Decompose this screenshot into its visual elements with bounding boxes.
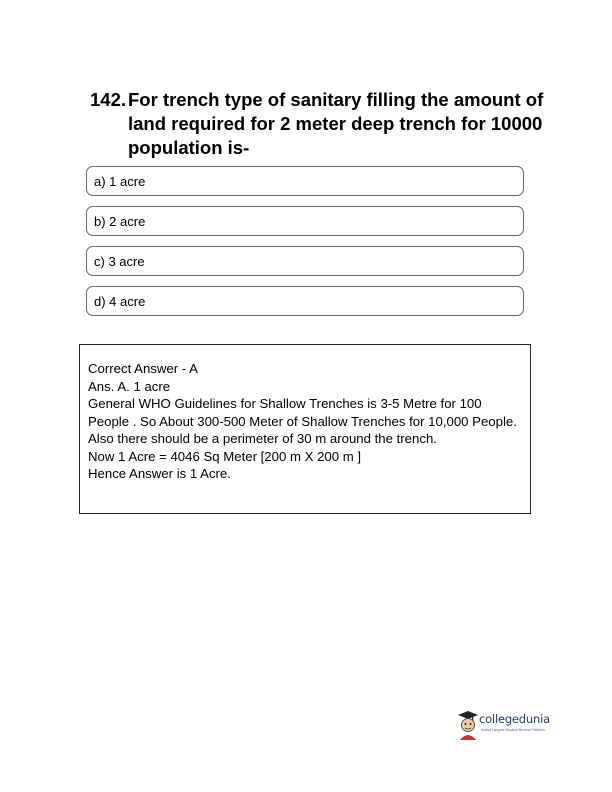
option-a[interactable]: a) 1 acre: [86, 166, 524, 196]
option-b[interactable]: b) 2 acre: [86, 206, 524, 236]
answer-box: [79, 344, 531, 514]
answer-line: Ans. A. 1 acre: [88, 378, 171, 394]
option-c[interactable]: c) 3 acre: [86, 246, 524, 276]
option-d[interactable]: d) 4 acre: [86, 286, 524, 316]
correct-answer-line: Correct Answer - A: [88, 361, 198, 376]
conclusion-line: Hence Answer is 1 Acre.: [88, 466, 231, 481]
explanation-line: Also there should be a perimeter of 30 m around the trench.: [88, 431, 437, 446]
question: [90, 88, 550, 160]
logo-name: collegedunia: [479, 712, 550, 726]
logo-tagline: India's Largest Student Review Platform: [481, 728, 545, 732]
collegedunia-logo: [457, 708, 562, 744]
explanation-line: Now 1 Acre = 4046 Sq Meter [200 m X 200 m ]: [88, 448, 362, 464]
question-number: 142.: [90, 89, 127, 110]
explanation-line: General WHO Guidelines for Shallow Trenches is 3-5 Metre for 100 People . So About 300-500 Meter of Shallow Trenches for 10,000 People.: [88, 396, 517, 429]
question-text: For trench type of sanitary filling the amount of land required for 2 meter deep trench for 10000 population is-: [128, 89, 544, 158]
graduate-mascot-icon: [457, 710, 479, 740]
